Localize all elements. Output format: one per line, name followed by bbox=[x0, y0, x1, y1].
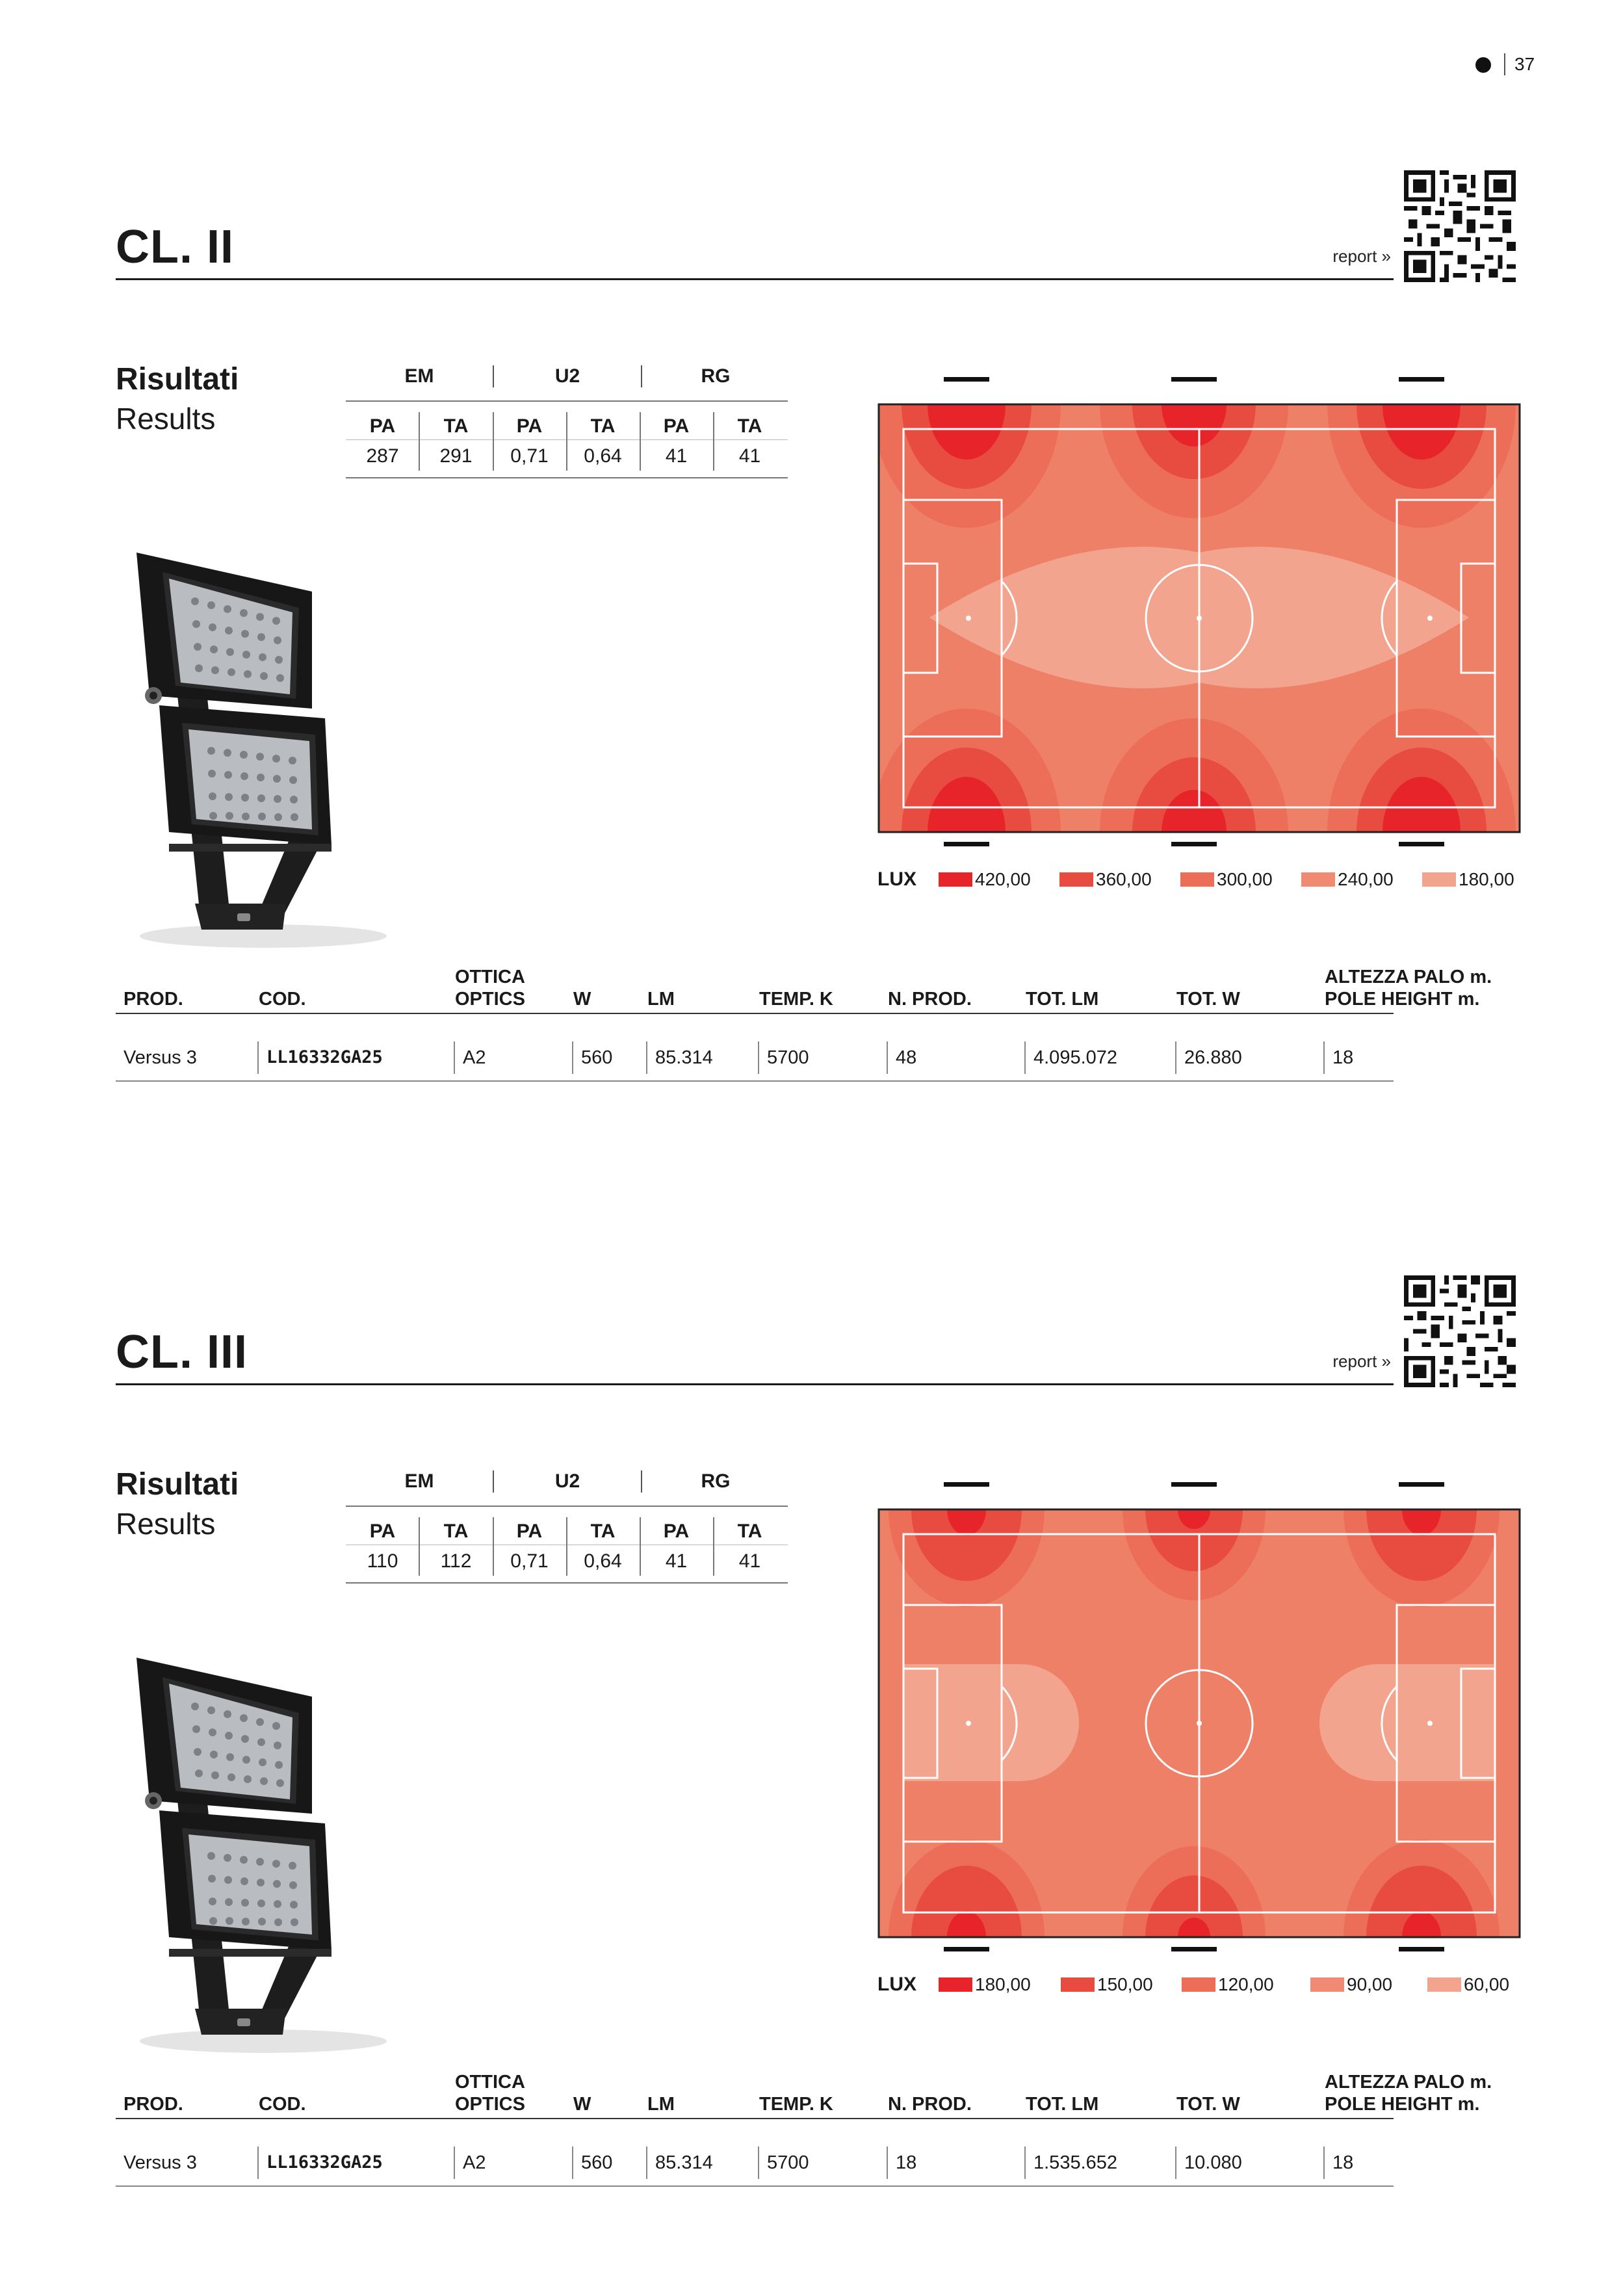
lux-legend bbox=[877, 1971, 1527, 2001]
cell-tot-w: 10.080 bbox=[1184, 2152, 1242, 2173]
result-value: 0,71 bbox=[510, 445, 549, 467]
results-table bbox=[346, 361, 788, 485]
column-header: OTTICA bbox=[455, 2072, 525, 2093]
column-header: TA bbox=[737, 1520, 762, 1542]
result-value: 0,64 bbox=[584, 445, 622, 467]
section-title: CL. II bbox=[116, 221, 234, 273]
column-header: TOT. LM bbox=[1026, 989, 1099, 1010]
lux-legend bbox=[877, 866, 1527, 896]
result-value: 0,64 bbox=[584, 1550, 622, 1572]
cell-pole-height: 18 bbox=[1332, 2152, 1354, 2173]
result-value: 41 bbox=[738, 1550, 761, 1572]
legend-value: 360,00 bbox=[1096, 869, 1152, 889]
column-header: TA bbox=[443, 415, 469, 437]
results-table bbox=[346, 1467, 788, 1590]
qr-code-icon[interactable] bbox=[1404, 1275, 1516, 1387]
cell-prod: Versus 3 bbox=[123, 2152, 197, 2173]
column-header: TA bbox=[590, 415, 616, 437]
divider bbox=[116, 2118, 1394, 2119]
column-header: W bbox=[573, 2094, 591, 2115]
legend-swatch bbox=[1059, 872, 1093, 887]
result-value: 0,71 bbox=[510, 1550, 549, 1572]
result-value: 110 bbox=[367, 1550, 398, 1572]
column-header: PA bbox=[369, 1520, 396, 1542]
column-header: N. PROD. bbox=[888, 989, 972, 1010]
cell-tot-lm: 1.535.652 bbox=[1033, 2152, 1118, 2173]
legend-swatch bbox=[1061, 1977, 1095, 1992]
results-subheading: Results bbox=[116, 1507, 216, 1541]
result-value: 41 bbox=[665, 445, 688, 467]
divider bbox=[116, 1013, 1394, 1014]
column-header: POLE HEIGHT m. bbox=[1325, 2094, 1480, 2115]
product-table bbox=[116, 962, 1492, 1092]
column-header: OPTICS bbox=[455, 2094, 525, 2115]
column-header: ALTEZZA PALO m. bbox=[1325, 2072, 1492, 2093]
report-link[interactable]: report » bbox=[1332, 1351, 1391, 1371]
legend-swatch bbox=[939, 1977, 972, 1992]
cell-watts: 560 bbox=[581, 2152, 613, 2173]
group-em: EM bbox=[404, 1470, 434, 1492]
column-header: COD. bbox=[259, 989, 306, 1010]
divider bbox=[116, 2185, 1394, 2187]
group-u2: U2 bbox=[554, 1470, 580, 1492]
legend-label: LUX bbox=[877, 1974, 916, 1995]
column-header: LM bbox=[647, 989, 675, 1010]
result-value: 291 bbox=[439, 445, 473, 467]
divider bbox=[346, 1506, 788, 1507]
divider bbox=[346, 477, 788, 478]
results-heading: Risultati bbox=[116, 362, 239, 397]
column-header: OTTICA bbox=[455, 967, 525, 987]
column-header: TEMP. K bbox=[759, 989, 833, 1010]
column-header: PA bbox=[663, 415, 690, 437]
light-pole-marker bbox=[1171, 377, 1217, 382]
divider bbox=[346, 1582, 788, 1584]
cell-tot-w: 26.880 bbox=[1184, 1047, 1242, 1068]
column-header: TEMP. K bbox=[759, 2094, 833, 2115]
illuminance-map-field bbox=[877, 364, 1521, 858]
section-title: CL. III bbox=[116, 1326, 248, 1378]
product-table bbox=[116, 2067, 1492, 2197]
cell-lumens: 85.314 bbox=[655, 1047, 713, 1068]
column-header: OPTICS bbox=[455, 989, 525, 1010]
column-header: PA bbox=[369, 415, 396, 437]
group-em: EM bbox=[404, 365, 434, 387]
column-header: TA bbox=[590, 1520, 616, 1542]
divider bbox=[116, 1080, 1394, 1082]
light-pole-marker bbox=[944, 1947, 989, 1951]
cell-code: LL16332GA25 bbox=[266, 2152, 383, 2172]
cell-n-prod: 48 bbox=[896, 1047, 917, 1068]
light-pole-marker bbox=[944, 842, 989, 846]
cell-n-prod: 18 bbox=[896, 2152, 917, 2173]
floodlight-product-image bbox=[97, 540, 422, 956]
cell-lumens: 85.314 bbox=[655, 2152, 713, 2173]
legend-value: 240,00 bbox=[1338, 869, 1394, 889]
column-header: PA bbox=[516, 415, 543, 437]
column-header: TA bbox=[737, 415, 762, 437]
column-header: PROD. bbox=[123, 989, 183, 1010]
column-header: TOT. W bbox=[1176, 2094, 1240, 2115]
cell-temp: 5700 bbox=[767, 1047, 809, 1068]
results-heading: Risultati bbox=[116, 1467, 239, 1502]
page-number-label: 37 bbox=[1514, 54, 1535, 74]
legend-label: LUX bbox=[877, 868, 916, 890]
legend-value: 180,00 bbox=[1459, 869, 1514, 889]
floodlight-product-image bbox=[97, 1645, 422, 2061]
legend-value: 300,00 bbox=[1217, 869, 1273, 889]
column-header: TOT. W bbox=[1176, 989, 1240, 1010]
light-pole-marker bbox=[1171, 1947, 1217, 1951]
legend-swatch bbox=[1427, 1977, 1461, 1992]
result-value: 41 bbox=[665, 1550, 688, 1572]
legend-value: 120,00 bbox=[1218, 1974, 1274, 1994]
column-header: TA bbox=[443, 1520, 469, 1542]
cell-prod: Versus 3 bbox=[123, 1047, 197, 1068]
legend-swatch bbox=[1310, 1977, 1344, 1992]
legend-swatch bbox=[1422, 872, 1456, 887]
cell-watts: 560 bbox=[581, 1047, 613, 1068]
column-header: COD. bbox=[259, 2094, 306, 2115]
cell-temp: 5700 bbox=[767, 2152, 809, 2173]
column-header: N. PROD. bbox=[888, 2094, 972, 2115]
legend-value: 180,00 bbox=[975, 1974, 1031, 1994]
column-header: PA bbox=[516, 1520, 543, 1542]
divider bbox=[346, 400, 788, 402]
legend-swatch bbox=[1301, 872, 1335, 887]
light-pole-marker bbox=[1399, 377, 1444, 382]
light-pole-marker bbox=[1399, 1482, 1444, 1487]
column-header: PA bbox=[663, 1520, 690, 1542]
cell-optics: A2 bbox=[463, 1047, 486, 1068]
light-pole-marker bbox=[944, 377, 989, 382]
legend-value: 90,00 bbox=[1347, 1974, 1393, 1994]
illuminance-map-field bbox=[877, 1469, 1521, 1963]
group-u2: U2 bbox=[554, 365, 580, 387]
section-cl-iii bbox=[0, 1105, 1623, 2210]
legend-value: 150,00 bbox=[1097, 1974, 1153, 1994]
legend-value: 60,00 bbox=[1464, 1974, 1510, 1994]
result-value: 287 bbox=[366, 445, 399, 467]
column-header: ALTEZZA PALO m. bbox=[1325, 967, 1492, 987]
report-link[interactable]: report » bbox=[1332, 246, 1391, 266]
column-header: POLE HEIGHT m. bbox=[1325, 989, 1480, 1010]
light-pole-marker bbox=[1171, 1482, 1217, 1487]
result-value: 41 bbox=[738, 445, 761, 467]
title-divider bbox=[116, 278, 1394, 280]
group-rg: RG bbox=[701, 365, 731, 387]
column-header: W bbox=[573, 989, 591, 1010]
cell-pole-height: 18 bbox=[1332, 1047, 1354, 1068]
cell-optics: A2 bbox=[463, 2152, 486, 2173]
group-rg: RG bbox=[701, 1470, 731, 1492]
light-pole-marker bbox=[944, 1482, 989, 1487]
column-header: PROD. bbox=[123, 2094, 183, 2115]
cell-code: LL16332GA25 bbox=[266, 1047, 383, 1067]
legend-swatch bbox=[939, 872, 972, 887]
light-pole-marker bbox=[1171, 842, 1217, 846]
legend-swatch bbox=[1180, 872, 1214, 887]
result-value: 112 bbox=[440, 1550, 472, 1572]
column-header: TOT. LM bbox=[1026, 2094, 1099, 2115]
results-subheading: Results bbox=[116, 402, 216, 436]
light-pole-marker bbox=[1399, 842, 1444, 846]
legend-value: 420,00 bbox=[975, 869, 1031, 889]
cell-tot-lm: 4.095.072 bbox=[1033, 1047, 1118, 1068]
section-cl-ii bbox=[0, 0, 1623, 1105]
qr-code-icon[interactable] bbox=[1404, 170, 1516, 282]
column-header: LM bbox=[647, 2094, 675, 2115]
title-divider bbox=[116, 1383, 1394, 1385]
light-pole-marker bbox=[1399, 1947, 1444, 1951]
legend-swatch bbox=[1182, 1977, 1215, 1992]
